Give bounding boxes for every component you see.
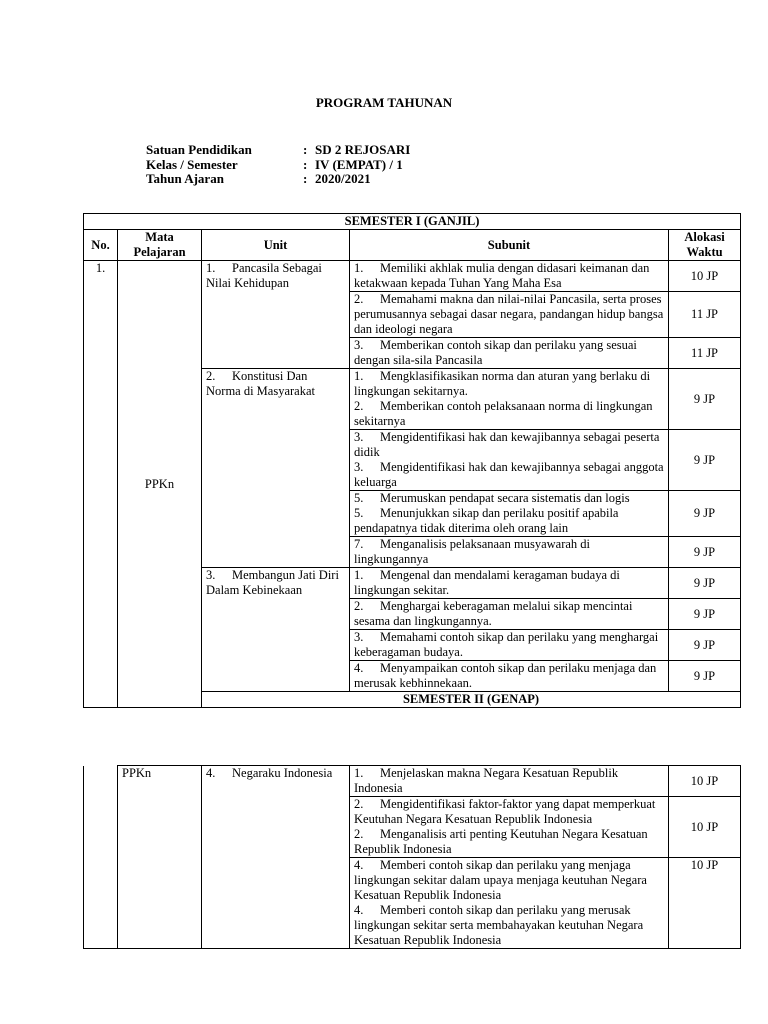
meta-row-satuan — [146, 143, 410, 158]
meta-row-tahun — [146, 172, 410, 187]
alokasi-cell: 10 JP — [669, 797, 741, 858]
program-table — [83, 213, 741, 708]
unit-label: Negaraku Indonesia — [232, 766, 333, 780]
alokasi-cell: 9 JP — [669, 537, 741, 568]
unit-label: Konstitusi Dan Norma di Masyarakat — [206, 369, 315, 398]
page-title: PROGRAM TAHUNAN — [315, 95, 453, 110]
unit-label: Pancasila Sebagai Nilai Kehidupan — [206, 261, 322, 290]
subunit-number: 1. — [354, 568, 364, 582]
document-meta — [146, 143, 410, 187]
subunit-line — [354, 460, 664, 490]
col-header-unit: Unit — [202, 230, 350, 261]
subunit-text: Menjelaskan makna Negara Kesatuan Republik Indonesia — [354, 766, 619, 795]
meta-row-kelas — [146, 158, 410, 173]
row-number-empty — [84, 766, 118, 949]
unit-label: Membangun Jati Diri Dalam Kebinekaan — [206, 568, 339, 597]
subunit-text: Menganalisis pelaksanaan musyawarah di lingkungannya — [354, 537, 591, 566]
subunit-line — [354, 369, 664, 399]
subunit-text: Menyampaikan contoh sikap dan perilaku menjaga dan merusak kebhinnekaan. — [354, 661, 657, 690]
subunit-text: Memberikan contoh sikap dan perilaku yang sesuai dengan sila-sila Pancasila — [354, 338, 637, 367]
subunit-number: 1. — [354, 261, 364, 275]
meta-label: Kelas / Semester — [146, 156, 238, 172]
header-row — [84, 230, 741, 261]
subunit-number: 5. — [354, 491, 364, 505]
semester-1-header: SEMESTER I (GANJIL) — [84, 214, 741, 230]
subunit-text: Menganalisis arti penting Keutuhan Negara Kesatuan Republik Indonesia — [354, 827, 648, 856]
subunit-cell — [350, 568, 669, 599]
table-row — [84, 261, 741, 292]
program-table-semester-2 — [83, 765, 741, 949]
subunit-number: 3. — [354, 430, 364, 444]
subunit-number: 3. — [354, 338, 364, 352]
subunit-text: Mengenal dan mendalami keragaman budaya di lingkungan sekitar. — [354, 568, 620, 597]
alokasi-cell: 9 JP — [669, 369, 741, 430]
subunit-number: 4. — [354, 858, 364, 872]
subunit-number: 2. — [354, 827, 364, 841]
alokasi-cell: 9 JP — [669, 630, 741, 661]
unit-cell — [202, 766, 350, 949]
alokasi-cell: 10 JP — [669, 858, 741, 949]
unit-number: 4. — [206, 766, 216, 780]
unit-cell — [202, 568, 350, 692]
subunit-number: 7. — [354, 537, 364, 551]
subunit-cell — [350, 491, 669, 537]
mapel-cell: PPKn — [118, 261, 202, 708]
subunit-line — [354, 903, 664, 948]
subunit-cell — [350, 630, 669, 661]
subunit-text: Mengklasifikasikan norma dan aturan yang berlaku di lingkungan sekitarnya. — [354, 369, 651, 398]
meta-value: SD 2 REJOSARI — [315, 142, 411, 157]
meta-colon: : — [303, 156, 308, 172]
subunit-number: 3. — [354, 460, 364, 474]
subunit-text: Memiliki akhlak mulia dengan didasari keimanan dan ketakwaan kepada Tuhan Yang Maha Esa — [354, 261, 650, 290]
semester-2-header: SEMESTER II (GENAP) — [202, 692, 741, 708]
alokasi-cell: 10 JP — [669, 261, 741, 292]
unit-cell — [202, 369, 350, 568]
col-header-mapel: Mata Pelajaran — [118, 230, 202, 261]
subunit-number: 4. — [354, 903, 364, 917]
subunit-text: Memberikan contoh pelaksanaan norma di lingkungan sekitarnya — [354, 399, 653, 428]
subunit-cell — [350, 537, 669, 568]
subunit-number: 5. — [354, 506, 364, 520]
subunit-text: Menghargai keberagaman melalui sikap mencintai sesama dan lingkungannya. — [354, 599, 633, 628]
mapel-cell: PPKn — [118, 766, 202, 949]
alokasi-cell: 11 JP — [669, 338, 741, 369]
subunit-cell — [350, 599, 669, 630]
subunit-number: 2. — [354, 399, 364, 413]
subunit-line — [354, 399, 664, 429]
col-header-alokasi: Alokasi Waktu — [669, 230, 741, 261]
subunit-line — [354, 430, 664, 460]
subunit-text: Merumuskan pendapat secara sistematis dan logis — [380, 491, 630, 505]
subunit-cell — [350, 430, 669, 491]
subunit-text: Mengidentifikasi hak dan kewajibannya sebagai peserta didik — [354, 430, 660, 459]
alokasi-cell: 9 JP — [669, 491, 741, 537]
alokasi-cell: 9 JP — [669, 661, 741, 692]
subunit-cell — [350, 797, 669, 858]
meta-value: IV (EMPAT) / 1 — [315, 156, 403, 172]
subunit-text: Memahami contoh sikap dan perilaku yang menghargai keberagaman budaya. — [354, 630, 659, 659]
unit-number: 2. — [206, 369, 216, 383]
subunit-text: Mengidentifikasi faktor-faktor yang dapat memperkuat Keutuhan Negara Kesatuan Republik Indonesia — [354, 797, 656, 826]
subunit-text: Memberi contoh sikap dan perilaku yang menjaga lingkungan sekitar dalam upaya menjaga keutuhan Negara Kesatuan Republik Indonesia — [354, 858, 647, 902]
alokasi-cell: 9 JP — [669, 430, 741, 491]
meta-value: 2020/2021 — [315, 171, 371, 186]
meta-label: Tahun Ajaran — [146, 171, 224, 186]
semester-row — [84, 214, 741, 230]
subunit-cell — [350, 661, 669, 692]
meta-colon: : — [303, 171, 308, 186]
subunit-text: Memahami makna dan nilai-nilai Pancasila, serta proses perumusannya sebagai dasar negara, pandangan hidup bangsa dan ideologi negara — [354, 292, 664, 336]
subunit-number: 4. — [354, 661, 364, 675]
meta-colon: : — [303, 142, 308, 157]
alokasi-cell: 9 JP — [669, 599, 741, 630]
col-header-no: No. — [84, 230, 118, 261]
subunit-number: 2. — [354, 797, 364, 811]
subunit-number: 2. — [354, 599, 364, 613]
col-header-subunit: Subunit — [350, 230, 669, 261]
subunit-line — [354, 858, 664, 903]
alokasi-cell: 9 JP — [669, 568, 741, 599]
alokasi-cell: 10 JP — [669, 766, 741, 797]
subunit-cell — [350, 766, 669, 797]
subunit-line — [354, 827, 664, 857]
meta-label: Satuan Pendidikan — [146, 142, 252, 157]
subunit-cell — [350, 292, 669, 338]
row-number: 1. — [84, 261, 118, 708]
table-row — [84, 766, 741, 797]
unit-cell — [202, 261, 350, 369]
subunit-line — [354, 797, 664, 827]
unit-number: 1. — [206, 261, 216, 275]
subunit-line — [354, 506, 664, 536]
subunit-number: 2. — [354, 292, 364, 306]
subunit-number: 1. — [354, 766, 364, 780]
alokasi-cell: 11 JP — [669, 292, 741, 338]
subunit-number: 1. — [354, 369, 364, 383]
subunit-text: Menunjukkan sikap dan perilaku positif apabila pendapatnya tidak diterima oleh orang lain — [354, 506, 619, 535]
subunit-cell — [350, 261, 669, 292]
subunit-text: Mengidentifikasi hak dan kewajibannya sebagai anggota keluarga — [354, 460, 664, 489]
subunit-text: Memberi contoh sikap dan perilaku yang merusak lingkungan sekitar serta membahayakan keutuhan Negara Kesatuan Republik Indonesia — [354, 903, 644, 947]
subunit-line — [354, 491, 664, 506]
subunit-cell — [350, 369, 669, 430]
subunit-number: 3. — [354, 630, 364, 644]
unit-number: 3. — [206, 568, 216, 582]
subunit-cell — [350, 858, 669, 949]
subunit-cell — [350, 338, 669, 369]
